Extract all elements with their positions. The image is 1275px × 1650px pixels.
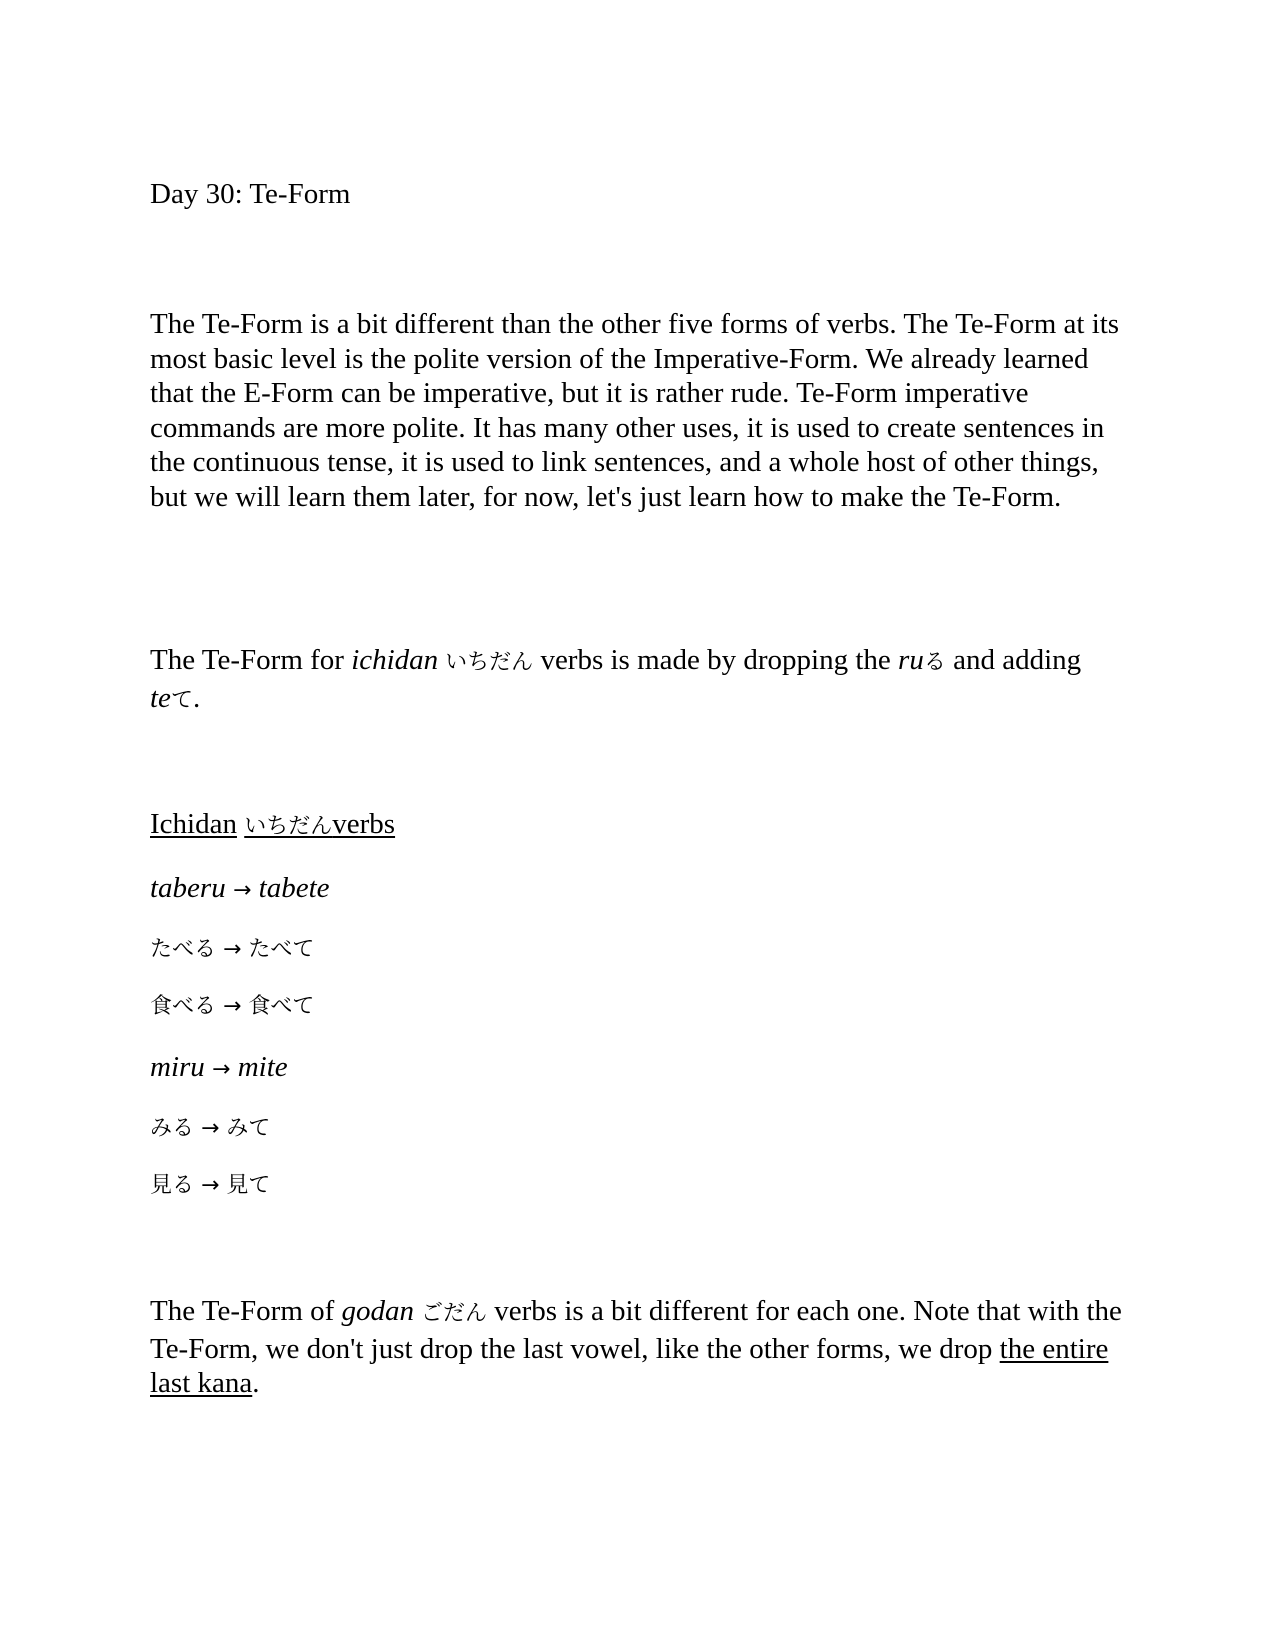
intro-paragraph: The Te-Form is a bit different than the other five forms of verbs. The Te-Form at its most basic level is the polite version of the Imperative-Form. We already learned that the E-Form can be imperative, but it is rather rude. Te-Form imperative commands are more polite. It has many other uses, it is used to create sentences in the continuous tense, it is used to link sentences, and a whole host of other things, but we will learn them later, for now, let's just learn how to make the Te-Form.	[150, 308, 1120, 513]
godan-kana: ごだん	[414, 1301, 488, 1326]
arrow-icon: →	[212, 1057, 231, 1082]
heading-kana-verbs	[244, 808, 395, 840]
ru-romaji: ru	[898, 644, 924, 676]
text-segment: The Te-Form of	[150, 1295, 342, 1327]
example-to: tabete	[258, 872, 330, 904]
godan-paragraph	[150, 1294, 1125, 1401]
heading-kana: いちだん	[244, 814, 333, 839]
heading-verbs: verbs	[332, 808, 396, 840]
godan-romaji: godan	[341, 1295, 415, 1327]
ru-kana: る	[923, 650, 946, 675]
te-romaji: te	[150, 681, 171, 714]
example-kanji-miru: 見る → 見て	[150, 1173, 271, 1198]
example-kanji-taberu: 食べる → 食べて	[150, 994, 315, 1019]
arrow-icon: →	[232, 878, 252, 903]
example-from: miru	[150, 1051, 205, 1083]
example-from: taberu	[150, 872, 226, 904]
text-segment: .	[192, 681, 201, 714]
te-kana: て	[170, 687, 193, 713]
text-segment: .	[252, 1367, 260, 1399]
text-segment: verbs is a bit different for each one. Note that with the Te-Form, we don't just drop the last vowel, like the other forms, we drop	[150, 1295, 1122, 1365]
ichidan-romaji: ichidan	[351, 644, 439, 676]
example-to: mite	[237, 1051, 288, 1083]
text-segment: verbs is made by dropping the	[533, 644, 899, 676]
ichidan-kana: いちだん	[438, 650, 534, 675]
example-kana-miru: みる → みて	[150, 1116, 271, 1141]
example-romaji-miru	[150, 1049, 1125, 1088]
ichidan-rule-paragraph	[150, 643, 1125, 718]
text-segment: and adding	[945, 644, 1082, 676]
example-kana-taberu: たべる → たべて	[150, 937, 315, 962]
underlined-phrase: the entire last kana	[150, 1332, 1109, 1399]
heading-word: Ichidan	[150, 808, 237, 840]
ichidan-verbs-heading	[150, 806, 1125, 845]
text-segment: The Te-Form for	[150, 644, 352, 676]
page-title: Day 30: Te-Form	[150, 178, 351, 210]
example-romaji-taberu	[150, 870, 1125, 909]
